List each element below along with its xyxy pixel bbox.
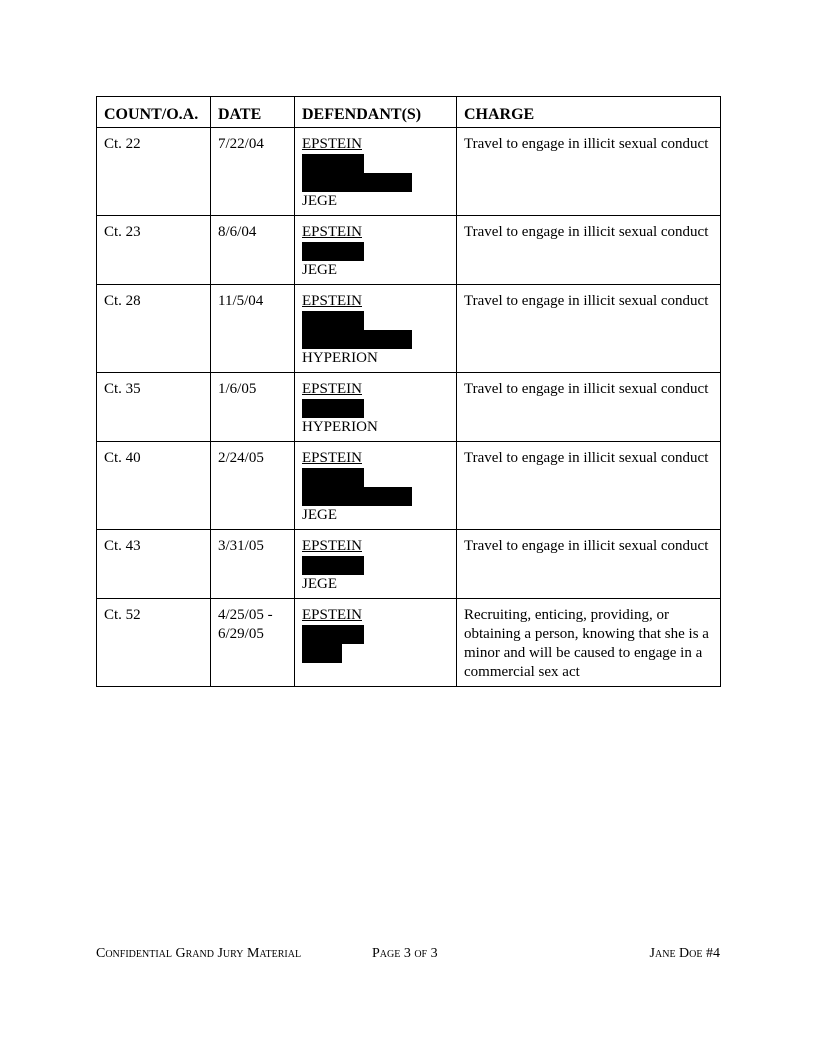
charge-cell: Travel to engage in illicit sexual conduct	[457, 373, 721, 442]
defendant-entity: JEGE	[302, 576, 337, 592]
redaction-block	[302, 556, 364, 575]
footer-document-id: Jane Doe #4	[649, 946, 720, 961]
redaction-block	[302, 154, 364, 173]
table-header-row	[97, 97, 721, 128]
defendant-lead: EPSTEIN	[302, 136, 362, 152]
defendant-lead: EPSTEIN	[302, 450, 362, 466]
redaction-block	[302, 173, 412, 192]
table-row	[97, 599, 721, 687]
table-row	[97, 373, 721, 442]
page-footer	[96, 944, 720, 964]
defendants-cell	[295, 216, 457, 285]
defendant-lead: EPSTEIN	[302, 538, 362, 554]
defendants-cell	[295, 285, 457, 373]
redaction-block	[302, 625, 364, 644]
date-cell	[211, 373, 295, 442]
date-cell	[211, 128, 295, 216]
date-line: 2/24/05	[218, 450, 264, 466]
date-cell	[211, 216, 295, 285]
count-cell: Ct. 28	[97, 285, 211, 373]
redaction-block	[302, 399, 364, 418]
date-line: 3/31/05	[218, 538, 264, 554]
defendant-entity: HYPERION	[302, 350, 378, 366]
redaction-block	[302, 242, 364, 261]
defendants-cell	[295, 128, 457, 216]
defendant-lead: EPSTEIN	[302, 293, 362, 309]
redaction-block	[302, 330, 412, 349]
count-cell: Ct. 43	[97, 530, 211, 599]
date-cell	[211, 530, 295, 599]
table-row	[97, 530, 721, 599]
charges-table	[96, 96, 721, 687]
table-row	[97, 285, 721, 373]
redaction-block	[302, 468, 364, 487]
date-line: 1/6/05	[218, 381, 257, 397]
defendants-cell	[295, 530, 457, 599]
defendant-entity: JEGE	[302, 507, 337, 523]
table-row	[97, 442, 721, 530]
charge-cell: Travel to engage in illicit sexual conduct	[457, 530, 721, 599]
header-charge: CHARGE	[457, 97, 721, 128]
defendant-entity: JEGE	[302, 193, 337, 209]
date-cell	[211, 285, 295, 373]
defendants-cell	[295, 442, 457, 530]
defendants-cell	[295, 373, 457, 442]
charge-cell: Travel to engage in illicit sexual conduct	[457, 216, 721, 285]
defendant-lead: EPSTEIN	[302, 607, 362, 623]
date-cell	[211, 442, 295, 530]
count-cell: Ct. 35	[97, 373, 211, 442]
table-row	[97, 216, 721, 285]
count-cell: Ct. 23	[97, 216, 211, 285]
redaction-block	[302, 487, 412, 506]
defendant-lead: EPSTEIN	[302, 381, 362, 397]
date-line: 8/6/04	[218, 224, 257, 240]
date-line: 6/29/05	[218, 626, 264, 642]
charge-cell: Travel to engage in illicit sexual conduct	[457, 285, 721, 373]
date-line: 11/5/04	[218, 293, 264, 309]
table-row	[97, 128, 721, 216]
count-cell: Ct. 52	[97, 599, 211, 687]
footer-page-number: Page 3 of 3	[372, 946, 438, 961]
redaction-block	[302, 644, 342, 663]
charge-cell: Travel to engage in illicit sexual conduct	[457, 442, 721, 530]
date-line: 7/22/04	[218, 136, 264, 152]
date-cell	[211, 599, 295, 687]
date-line: 4/25/05 -	[218, 607, 273, 623]
defendant-lead: EPSTEIN	[302, 224, 362, 240]
charge-cell: Recruiting, enticing, providing, or obtaining a person, knowing that she is a minor and will be caused to engage in a commercial sex act	[457, 599, 721, 687]
redaction-block	[302, 311, 364, 330]
header-count: COUNT/O.A.	[97, 97, 211, 128]
header-defendants: DEFENDANT(S)	[295, 97, 457, 128]
footer-confidentiality-label: Confidential Grand Jury Material	[96, 946, 302, 961]
defendants-cell	[295, 599, 457, 687]
count-cell: Ct. 22	[97, 128, 211, 216]
defendant-entity: HYPERION	[302, 419, 378, 435]
header-date: DATE	[211, 97, 295, 128]
count-cell: Ct. 40	[97, 442, 211, 530]
charge-cell: Travel to engage in illicit sexual conduct	[457, 128, 721, 216]
defendant-entity: JEGE	[302, 262, 337, 278]
